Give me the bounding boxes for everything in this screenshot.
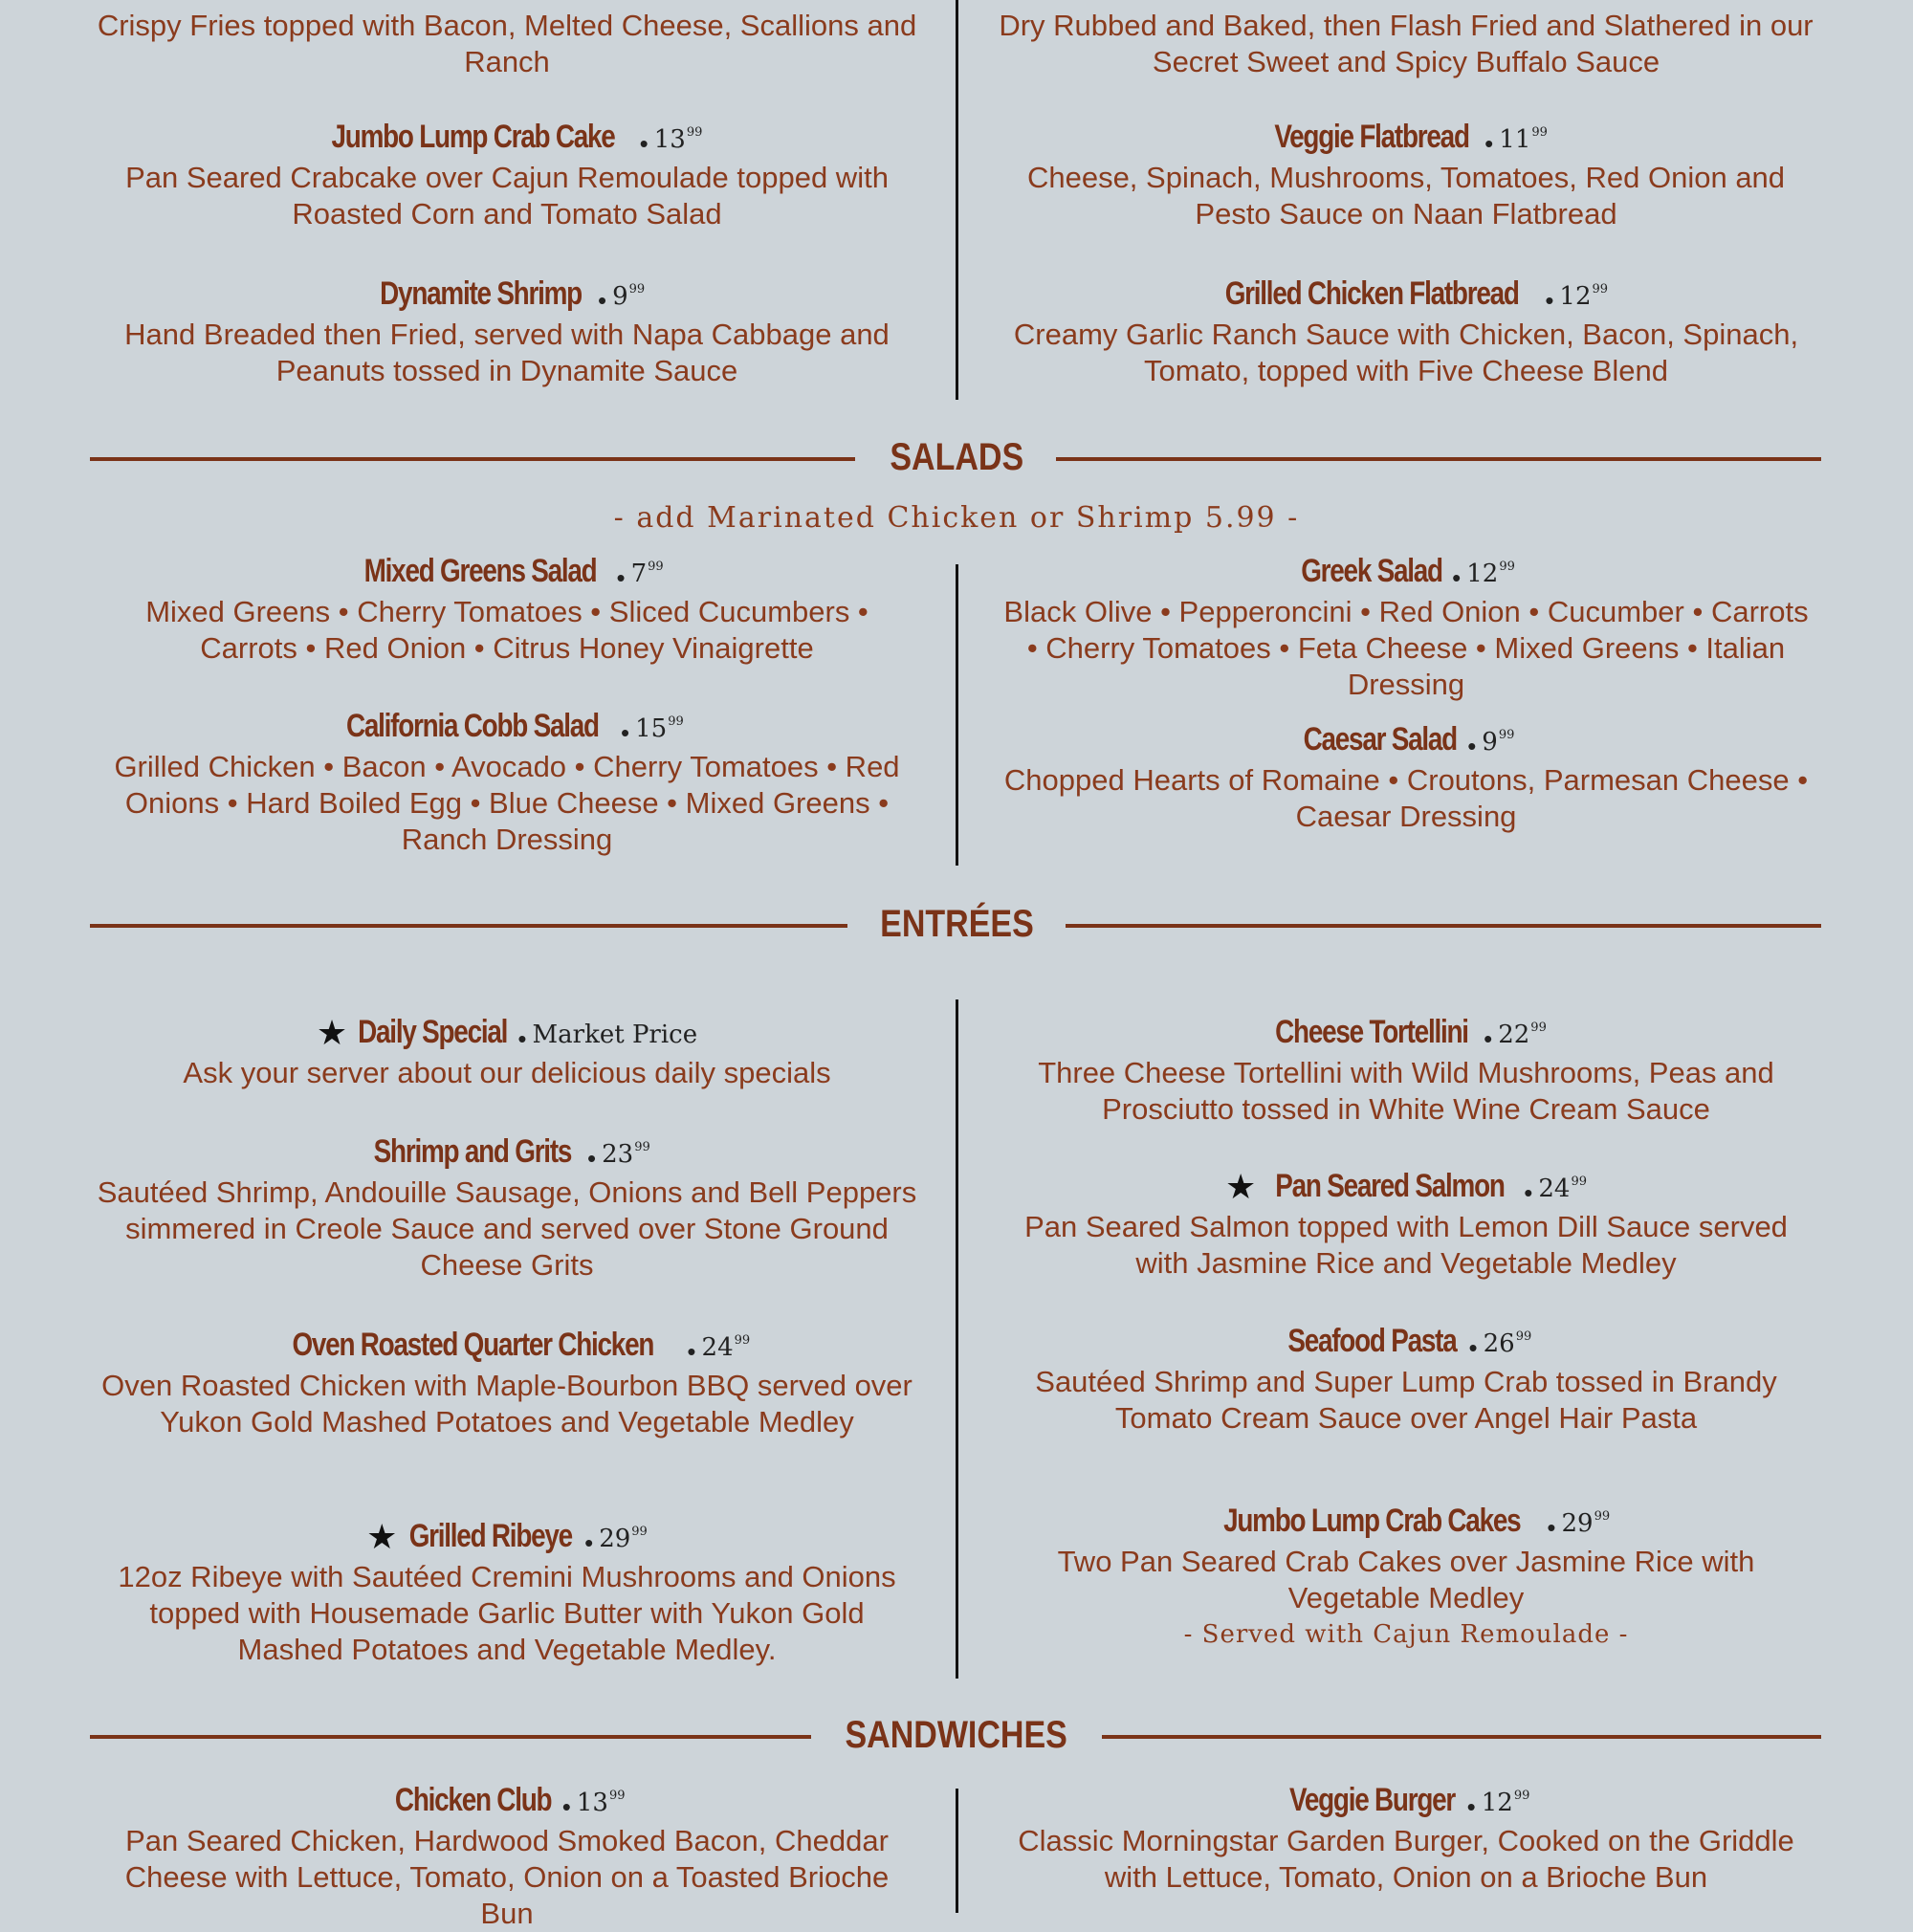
item-name: Veggie Flatbread — [1274, 119, 1469, 155]
menu-item-daily-special: ★ Daily Special • Market Price Ask your server about our delicious daily specials — [96, 1016, 918, 1091]
star-icon: ★ — [366, 1517, 398, 1556]
menu-item-crab-cake: Jumbo Lump Crab Cake • $13^{99}$ Pan Seared Crabcake over Cajun Remoulade topped with Roasted Corn and Tomato Salad — [96, 121, 918, 232]
item-price: $24^{99}$ — [701, 1333, 751, 1362]
item-name: Grilled Chicken Flatbread — [1224, 275, 1519, 312]
item-name: Caesar Salad — [1303, 721, 1457, 757]
item-price: Market Price — [532, 1021, 698, 1049]
menu-item-chicken-club: Chicken Club • $13^{99}$ Pan Seared Chicken, Hardwood Smoked Bacon, Cheddar Cheese with Lettuce, Tomato, Onion on a Toasted Brioche Bun — [96, 1784, 918, 1932]
item-description: Classic Morningstar Garden Burger, Cooked on the Griddle with Lettuce, Tomato, Onion on a Brioche Bun — [1018, 1823, 1794, 1894]
menu-item-jumbo-lump-crab-cakes: Jumbo Lump Crab Cakes • $29^{99}$ Two Pan Seared Crab Cakes over Jasmine Rice with Vegetable Medley - Served with Cajun Remoulade - — [995, 1504, 1817, 1649]
section-title-sandwiches: SANDWICHES — [845, 1714, 1068, 1756]
section-title-entrees: ENTRÉES — [879, 903, 1034, 945]
menu-item-cheese-tortellini: Cheese Tortellini • $22^{99}$ Three Cheese Tortellini with Wild Mushrooms, Peas and Prosciutto tossed in White Wine Cream Sauce — [995, 1016, 1817, 1128]
item-name: Daily Special — [358, 1014, 508, 1050]
item-name: Chicken Club — [394, 1782, 551, 1818]
item-description: Hand Breaded then Fried, served with Napa Cabbage and Peanuts tossed in Dynamite Sauce — [124, 317, 890, 387]
menu-item-pan-seared-salmon: ★ Pan Seared Salmon • $24^{99}$ Pan Seared Salmon topped with Lemon Dill Sauce served with Jasmine Rice and Vegetable Medley — [995, 1170, 1817, 1282]
item-description: Black Olive • Pepperoncini • Red Onion • Cucumber • Carrots • Cherry Tomatoes • Feta Cheese • Mixed Greens • Italian Dressing — [1003, 594, 1809, 701]
section-title-salads: SALADS — [890, 436, 1023, 478]
item-description: Creamy Garlic Ranch Sauce with Chicken, Bacon, Spinach, Tomato, topped with Five Cheese Blend — [1013, 317, 1799, 387]
item-description: Pan Seared Crabcake over Cajun Remoulade topped with Roasted Corn and Tomato Salad — [125, 160, 889, 231]
item-price: $12^{99}$ — [1481, 1789, 1530, 1817]
item-price: $7^{99}$ — [630, 560, 664, 588]
item-name: Jumbo Lump Crab Cake — [331, 119, 615, 155]
star-icon: ★ — [1225, 1167, 1257, 1206]
item-name: Veggie Burger — [1288, 1782, 1455, 1818]
item-description: Cheese, Spinach, Mushrooms, Tomatoes, Red Onion and Pesto Sauce on Naan Flatbread — [1026, 160, 1786, 231]
item-price: $12^{99}$ — [1559, 282, 1609, 311]
star-icon: ★ — [316, 1013, 348, 1052]
item-name: Cheese Tortellini — [1275, 1014, 1468, 1050]
item-price: $12^{99}$ — [1466, 560, 1515, 588]
item-name: Greek Salad — [1301, 553, 1442, 589]
item-description: 12oz Ribeye with Sautéed Cremini Mushrooms and Onions topped with Housemade Garlic Butter with Yukon Gold Mashed Potatoes and Vegetable Medley. — [118, 1559, 896, 1666]
menu-item-grilled-ribeye: ★ Grilled Ribeye • $29^{99}$ 12oz Ribeye with Sautéed Cremini Mushrooms and Onions topped with Housemade Garlic Butter with Yukon Gold Mashed Potatoes and Vegetable Medley. — [96, 1520, 918, 1668]
item-name: Grilled Ribeye — [409, 1518, 573, 1554]
item-name: Mixed Greens Salad — [363, 553, 597, 589]
item-price: $29^{99}$ — [599, 1525, 648, 1553]
column-divider — [956, 0, 958, 400]
menu-item-seafood-pasta: Seafood Pasta • $26^{99}$ Sautéed Shrimp and Super Lump Crab tossed in Brandy Tomato Cream Sauce over Angel Hair Pasta — [995, 1325, 1817, 1437]
item-name: Dynamite Shrimp — [379, 275, 582, 312]
item-description: Dry Rubbed and Baked, then Flash Fried and Slathered in our Secret Sweet and Spicy Buffalo Sauce — [999, 9, 1814, 78]
item-price: $13^{99}$ — [576, 1789, 626, 1817]
item-note: - Served with Cajun Remoulade - — [1183, 1619, 1629, 1649]
item-price: $11^{99}$ — [1499, 125, 1548, 154]
item-price: $22^{99}$ — [1498, 1021, 1547, 1049]
menu-item-shrimp-and-grits: Shrimp and Grits • $23^{99}$ Sautéed Shrimp, Andouille Sausage, Onions and Bell Peppers simmered in Creole Sauce and served over Stone Ground Cheese Grits — [97, 1133, 917, 1282]
item-description: Mixed Greens • Cherry Tomatoes • Sliced Cucumbers • Carrots • Red Onion • Citrus Honey Vinaigrette — [145, 594, 869, 665]
item-price: $13^{99}$ — [653, 125, 703, 154]
item-description: Sautéed Shrimp, Andouille Sausage, Onions and Bell Peppers simmered in Creole Sauce and served over Stone Ground Cheese Grits — [97, 1175, 917, 1282]
menu-item-cobb-salad: California Cobb Salad • $15^{99}$ Grilled Chicken • Bacon • Avocado • Cherry Tomatoes • Red Onions • Hard Boiled Egg • Blue Cheese • Mixed Greens • Ranch Dressing — [96, 710, 918, 858]
column-divider — [956, 564, 958, 866]
menu-item-caesar-salad: Caesar Salad • $9^{99}$ Chopped Hearts of Romaine • Croutons, Parmesan Cheese • Caesar Dressing — [995, 723, 1817, 835]
menu-item-veggie-burger: Veggie Burger • $12^{99}$ Classic Morningstar Garden Burger, Cooked on the Griddle with Lettuce, Tomato, Onion on a Brioche Bun — [995, 1784, 1817, 1896]
item-description: Chopped Hearts of Romaine • Croutons, Parmesan Cheese • Caesar Dressing — [1003, 762, 1809, 833]
item-name: Seafood Pasta — [1287, 1323, 1457, 1359]
item-price: $23^{99}$ — [602, 1140, 650, 1169]
item-description: Ask your server about our delicious daily specials — [183, 1055, 831, 1089]
item-description: Oven Roasted Chicken with Maple-Bourbon BBQ served over Yukon Gold Mashed Potatoes and Vegetable Medley — [101, 1368, 913, 1438]
column-divider — [956, 1789, 958, 1913]
item-price: $9^{99}$ — [612, 282, 646, 311]
salads-add-note: - add Marinated Chicken or Shrimp 5.99 - — [613, 501, 1300, 535]
item-description: Pan Seared Salmon topped with Lemon Dill Sauce served with Jasmine Rice and Vegetable Medley — [1024, 1209, 1788, 1280]
menu-item-wings — [995, 4, 1817, 80]
menu-item-dynamite-shrimp: Dynamite Shrimp • $9^{99}$ Hand Breaded then Fried, served with Napa Cabbage and Peanuts tossed in Dynamite Sauce — [96, 277, 918, 389]
menu-item-quarter-chicken: Oven Roasted Quarter Chicken • $24^{99}$ Oven Roasted Chicken with Maple-Bourbon BBQ served over Yukon Gold Mashed Potatoes and Vegetable Medley — [96, 1328, 918, 1440]
item-description: Grilled Chicken • Bacon • Avocado • Cherry Tomatoes • Red Onions • Hard Boiled Egg • Blue Cheese • Mixed Greens • Ranch Dressing — [114, 749, 900, 856]
item-description: Crispy Fries topped with Bacon, Melted Cheese, Scallions and Ranch — [97, 9, 917, 78]
item-name: California Cobb Salad — [346, 708, 600, 744]
item-description: Sautéed Shrimp and Super Lump Crab tossed in Brandy Tomato Cream Sauce over Angel Hair Pasta — [1035, 1364, 1777, 1435]
item-description: Pan Seared Chicken, Hardwood Smoked Bacon, Cheddar Cheese with Lettuce, Tomato, Onion on a Toasted Brioche Bun — [124, 1823, 890, 1930]
item-description: Two Pan Seared Crab Cakes over Jasmine Rice with Vegetable Medley — [1057, 1544, 1755, 1614]
item-name: Pan Seared Salmon — [1275, 1168, 1505, 1204]
item-name: Jumbo Lump Crab Cakes — [1222, 1503, 1521, 1539]
item-price: $15^{99}$ — [635, 714, 684, 743]
item-description: Three Cheese Tortellini with Wild Mushrooms, Peas and Prosciutto tossed in White Wine Cream Sauce — [1038, 1055, 1774, 1126]
menu-item-mixed-greens: Mixed Greens Salad • $7^{99}$ Mixed Greens • Cherry Tomatoes • Sliced Cucumbers • Carrots • Red Onion • Citrus Honey Vinaigrette — [96, 555, 918, 667]
item-price: $24^{99}$ — [1538, 1175, 1587, 1203]
menu-item-loaded-fries — [96, 4, 918, 80]
menu-item-chicken-flatbread: Grilled Chicken Flatbread • $12^{99}$ Creamy Garlic Ranch Sauce with Chicken, Bacon, Spinach, Tomato, topped with Five Cheese Blend — [995, 277, 1817, 389]
menu-item-veggie-flatbread: Veggie Flatbread • $11^{99}$ Cheese, Spinach, Mushrooms, Tomatoes, Red Onion and Pesto Sauce on Naan Flatbread — [995, 121, 1817, 232]
item-name: Shrimp and Grits — [373, 1133, 572, 1170]
item-price: $26^{99}$ — [1483, 1329, 1532, 1358]
item-price: $29^{99}$ — [1561, 1509, 1611, 1538]
menu-item-greek-salad: Greek Salad • $12^{99}$ Black Olive • Pepperoncini • Red Onion • Cucumber • Carrots • Cherry Tomatoes • Feta Cheese • Mixed Greens • Italian Dressing — [995, 555, 1817, 703]
column-divider — [956, 999, 958, 1679]
item-name: Oven Roasted Quarter Chicken — [292, 1327, 653, 1363]
item-price: $9^{99}$ — [1482, 728, 1515, 757]
